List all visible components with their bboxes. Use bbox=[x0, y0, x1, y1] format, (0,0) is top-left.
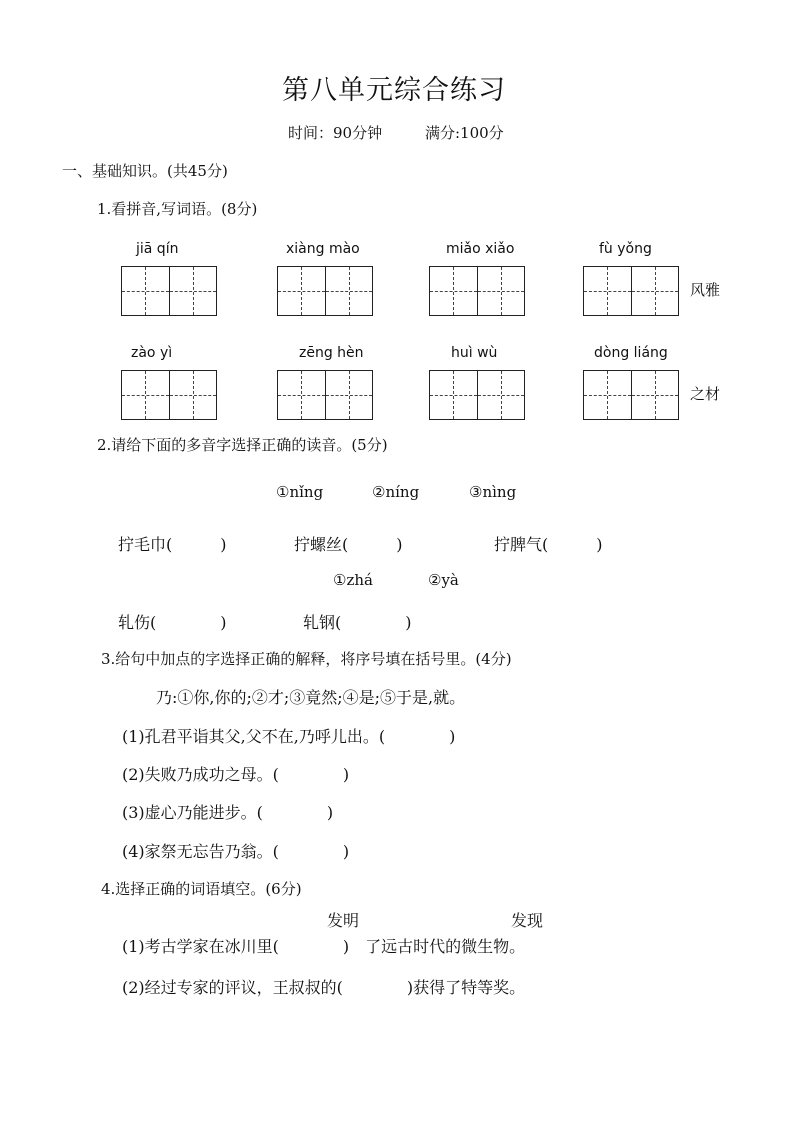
reading-option: ③nìng bbox=[469, 483, 517, 501]
pinyin-label: zēng hèn bbox=[299, 345, 364, 361]
writing-grid[interactable] bbox=[277, 370, 373, 420]
fill-blank-item[interactable]: 轧伤( ) bbox=[118, 613, 227, 632]
time-limit: 时间：90分钟 bbox=[288, 124, 383, 142]
pinyin-label: xiàng mào bbox=[286, 241, 360, 257]
writing-grid[interactable] bbox=[121, 370, 217, 420]
fill-blank-item[interactable]: 拧螺丝( ) bbox=[294, 535, 403, 554]
fill-blank-item[interactable]: 拧脾气( ) bbox=[494, 535, 603, 554]
fill-blank-item[interactable]: 拧毛巾( ) bbox=[118, 535, 227, 554]
writing-grid[interactable] bbox=[583, 370, 679, 420]
question-3-heading: 3.给句中加点的字选择正确的解释，将序号填在括号里。(4分) bbox=[101, 650, 512, 668]
fill-blank-item[interactable]: (2)失败乃成功之母。( ) bbox=[122, 765, 350, 784]
word-choice: 发明 bbox=[327, 911, 360, 930]
fill-blank-item[interactable]: 轧钢( ) bbox=[303, 613, 412, 632]
writing-grid[interactable] bbox=[583, 266, 679, 316]
writing-grid[interactable] bbox=[121, 266, 217, 316]
word-suffix: 之材 bbox=[690, 385, 721, 403]
fill-blank-item[interactable]: (2)经过专家的评议，王叔叔的( )获得了特等奖。 bbox=[122, 978, 526, 997]
word-suffix: 风雅 bbox=[690, 281, 721, 299]
question-2-heading: 2.请给下面的多音字选择正确的读音。(5分) bbox=[97, 436, 388, 454]
reading-option: ①zhá bbox=[333, 571, 373, 589]
question-4-heading: 4.选择正确的词语填空。(6分) bbox=[101, 880, 302, 898]
pinyin-label: zào yì bbox=[131, 345, 173, 361]
pinyin-label: miǎo xiǎo bbox=[446, 241, 515, 257]
fill-blank-item[interactable]: (4)家祭无忘告乃翁。( ) bbox=[122, 842, 350, 861]
pinyin-label: jiā qín bbox=[136, 241, 179, 257]
pinyin-label: dòng liáng bbox=[594, 345, 668, 361]
writing-grid[interactable] bbox=[277, 266, 373, 316]
full-score: 满分:100分 bbox=[425, 124, 504, 142]
reading-option: ②níng bbox=[372, 483, 420, 501]
writing-grid[interactable] bbox=[429, 266, 525, 316]
word-choice: 发现 bbox=[511, 911, 544, 930]
section-heading: 一、基础知识。(共45分) bbox=[62, 162, 228, 180]
question-1-heading: 1.看拼音,写词语。(8分) bbox=[97, 200, 258, 218]
pinyin-label: huì wù bbox=[451, 345, 498, 361]
fill-blank-item[interactable]: (1)孔君平诣其父,父不在,乃呼儿出。( ) bbox=[122, 727, 456, 746]
reading-option: ①nǐng bbox=[276, 483, 324, 501]
writing-grid[interactable] bbox=[429, 370, 525, 420]
page-title: 第八单元综合练习 bbox=[282, 75, 506, 106]
definition-list: 乃:①你,你的;②才;③竟然;④是;⑤于是,就。 bbox=[156, 688, 466, 707]
pinyin-label: fù yǒng bbox=[599, 241, 652, 257]
fill-blank-item[interactable]: (3)虚心乃能进步。( ) bbox=[122, 803, 334, 822]
fill-blank-item[interactable]: (1)考古学家在冰川里( ) 了远古时代的微生物。 bbox=[122, 937, 526, 956]
reading-option: ②yà bbox=[428, 571, 459, 589]
